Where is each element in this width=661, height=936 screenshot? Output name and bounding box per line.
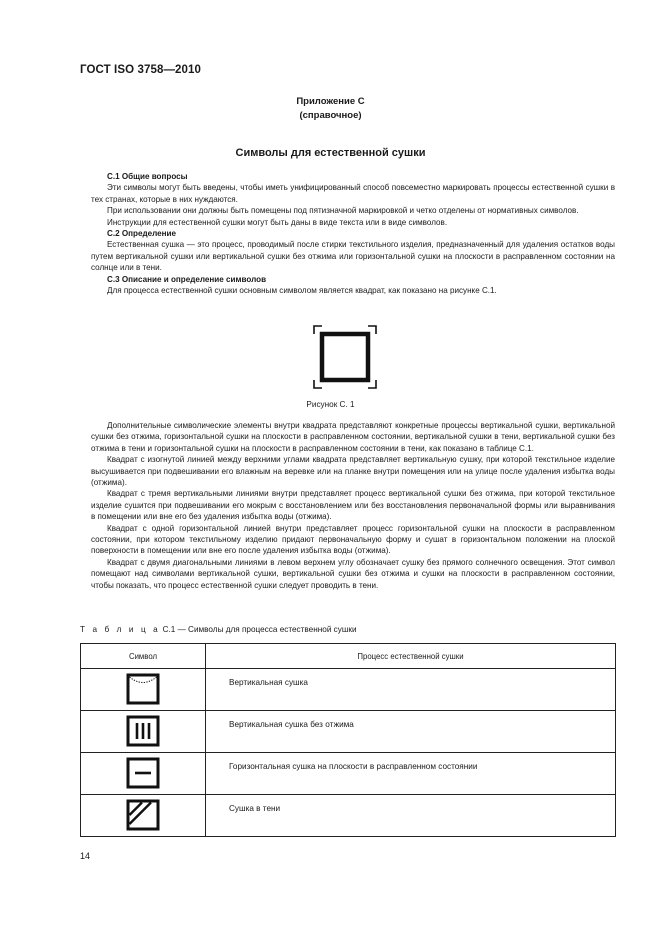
section-heading: С.1 Общие вопросы xyxy=(107,172,188,181)
table-caption-text: С.1 — Символы для процесса естественной сушки xyxy=(160,625,357,634)
symbol-cell xyxy=(81,711,206,753)
line-dry-icon xyxy=(125,672,161,706)
paragraph: При использовании они должны быть помещены под пятизначной маркировкой и четко отделены от нормативных символов. xyxy=(107,206,579,216)
symbol-cell xyxy=(81,795,206,837)
sections-block xyxy=(91,171,615,296)
paragraph: Инструкции для естественной сушки могут быть даны в виде текста или в виде символов. xyxy=(107,217,448,227)
table-caption-prefix: Т а б л и ц а xyxy=(80,625,161,634)
paragraph: Квадрат с двумя диагональными линиями в левом верхнем углу обозначает сушку без прямого солнечного освещения. Этот символ помещают над символами вертикальной сушки, вертикальной сушки без отжима и сушки на плоскости в расправленном состоянии, чтобы показать, что процесс естественной сушки следует проводить в тени. xyxy=(91,557,615,590)
annex-label: Приложение С xyxy=(296,96,365,107)
paragraph: Квадрат с одной горизонтальной линией внутри представляет процесс горизонтальной сушки на плоскости в расправленном состоянии, при котором текстильному изделию придают первоначальную форму и сушат в горизонтальном положении на плоской поверхности в помещении или вне его после удаления избытка воды (отжима). xyxy=(91,523,615,556)
paragraph: Дополнительные символические элементы внутри квадрата представляют конкретные процессы вертикальной сушки, вертикальной сушки без отжима, горизонтальной сушки на плоскости в расправленном состоянии, вертикальной сушки в тени, вертикальной сушки без отжима в тени и горизонтальной сушки на плоскости в расправленном состоянии в тени, как показано в таблице С.1. xyxy=(91,421,615,453)
table-caption xyxy=(80,625,357,634)
symbol-cell xyxy=(81,753,206,795)
table-row xyxy=(81,795,616,837)
section-heading: С.2 Определение xyxy=(107,229,177,239)
column-header-symbol: Символ xyxy=(81,644,206,669)
square-frame-icon xyxy=(313,325,377,389)
symbols-table xyxy=(80,643,616,837)
symbol-cell xyxy=(81,669,206,711)
drip-dry-icon xyxy=(125,714,161,748)
table-header-row xyxy=(81,644,616,669)
annex-heading xyxy=(0,95,661,123)
dry-in-shade-icon xyxy=(125,798,161,832)
annex-type: (справочное) xyxy=(299,110,362,121)
figure-caption: Рисунок С. 1 xyxy=(306,400,355,409)
standard-header: ГОСТ ISO 3758—2010 xyxy=(80,64,202,76)
paragraph: Квадрат с изогнутой линией между верхними углами квадрата представляет вертикальную сушку, при которой текстильное изделие высушивается при подвешивании его влажным на веревке или на планке внутри помещения или на улице после удаления избытка воды (отжима). xyxy=(91,455,615,488)
table-row xyxy=(81,669,616,711)
paragraph: Для процесса естественной сушки основным символом является квадрат, как показано на рисунке С.1. xyxy=(107,286,497,296)
paragraph: Естественная сушка — это процесс, проводимый после стирки текстильного изделия, предназначенный для удаления остатков воды путем вертикальной сушки или вертикальной сушки без отжима или горизонтальной сушки на плоскости в расправленном состоянии на солнце или в тени. xyxy=(91,240,615,273)
process-cell: Вертикальная сушка xyxy=(206,669,616,711)
page-number: 14 xyxy=(80,851,91,861)
annex-title: Символы для естественной сушки xyxy=(235,147,426,159)
process-cell: Сушка в тени xyxy=(206,795,616,837)
table-row xyxy=(81,711,616,753)
process-cell: Горизонтальная сушка на плоскости в расправленном состоянии xyxy=(206,753,616,795)
table-row xyxy=(81,753,616,795)
column-header-process: Процесс естественной сушки xyxy=(206,644,616,669)
paragraph: Квадрат с тремя вертикальными линиями внутри представляет процесс вертикальной сушки без отжима, при которой текстильное изделие сушится при подвешивании его мокрым с восстановлением или без восстановления первоначальной формы или выравнивания в помещении или вне его без удаления избытка воды (отжима). xyxy=(91,489,615,522)
section-heading: С.3 Описание и определение символов xyxy=(107,274,267,284)
process-cell: Вертикальная сушка без отжима xyxy=(206,711,616,753)
paragraph: Эти символы могут быть введены, чтобы иметь унифицированный способ повсеместно маркировать процессы естественной сушки в тех странах, которые в них нуждаются. xyxy=(91,183,615,204)
description-block xyxy=(91,420,615,591)
dry-flat-icon xyxy=(125,756,161,790)
